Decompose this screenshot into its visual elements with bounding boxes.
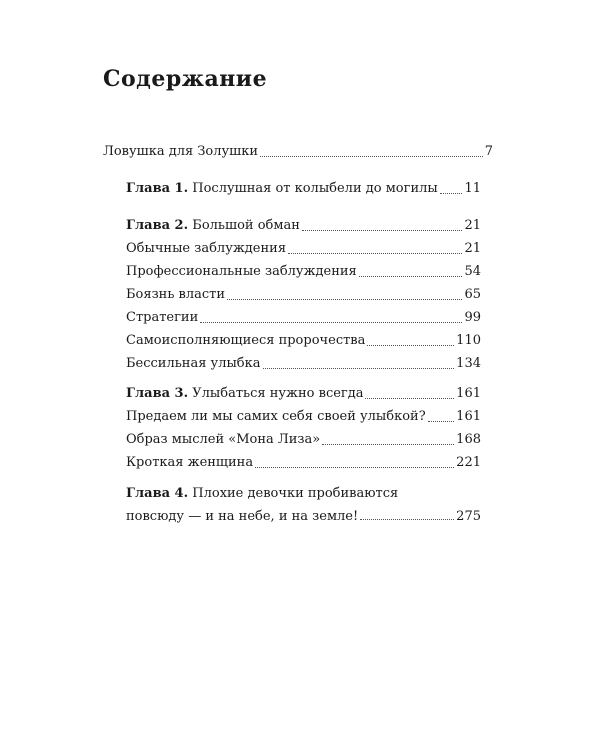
dot-leader [302, 229, 463, 231]
toc-label-text: Боязнь власти [126, 287, 226, 302]
toc-label: Ловушка для Золушки [103, 144, 259, 159]
chapter-prefix: Глава 2. [126, 218, 189, 233]
toc-entry-chapter[interactable] [126, 217, 481, 235]
toc-page: 221 [456, 455, 481, 470]
toc-page: 54 [464, 264, 481, 279]
toc-page: 11 [464, 181, 481, 196]
toc-page: 134 [456, 356, 481, 371]
toc-entry-chapter-4[interactable] [126, 482, 481, 528]
toc-label-text: Самоисполняющиеся пророчества [126, 333, 366, 348]
toc-label [126, 431, 320, 449]
toc-label [126, 454, 253, 472]
toc-label-text: Большой обман [192, 218, 300, 233]
toc-page: 161 [456, 409, 481, 424]
toc-label-text: Кроткая женщина [126, 455, 254, 470]
toc-page: 168 [456, 432, 481, 447]
dot-leader [288, 252, 462, 254]
toc-entry-intro[interactable] [103, 143, 493, 161]
toc-label-line1: Плохие девочки пробиваются [192, 486, 399, 501]
dot-leader [428, 420, 454, 422]
toc-label-text: Профессиональные заблуждения [126, 264, 357, 279]
dot-leader [322, 443, 454, 445]
toc-label [126, 217, 300, 235]
dot-leader [200, 321, 462, 323]
toc-page: 7 [484, 144, 493, 159]
toc-entry[interactable] [126, 309, 481, 327]
toc-label [126, 180, 438, 198]
toc-entry[interactable] [126, 355, 481, 373]
toc-entry-chapter[interactable] [126, 385, 481, 403]
toc-label-text: Обычные заблуждения [126, 241, 287, 256]
toc-label-text: Образ мыслей «Мона Лиза» [126, 432, 321, 447]
toc-label [126, 385, 363, 403]
toc-label [126, 355, 261, 373]
toc-page: 275 [456, 509, 481, 524]
toc-entry[interactable] [126, 431, 481, 449]
chapter-prefix: Глава 1. [126, 181, 189, 196]
toc-entry[interactable] [126, 240, 481, 258]
chapter-prefix: Глава 4. [126, 486, 189, 501]
dot-leader [255, 466, 454, 468]
dot-leader [367, 344, 454, 346]
toc-entry[interactable] [126, 408, 481, 426]
toc-label-text: Бессильная улыбка [126, 356, 261, 371]
toc-label [126, 263, 357, 281]
toc-entry[interactable] [126, 332, 481, 350]
toc-entry[interactable] [126, 263, 481, 281]
chapter-prefix: Глава 3. [126, 386, 189, 401]
dot-leader [440, 192, 463, 194]
toc-page: 21 [464, 241, 481, 256]
toc-page: 99 [464, 310, 481, 325]
toc-page: 110 [456, 333, 481, 348]
dot-leader [260, 155, 483, 157]
toc-page: 21 [464, 218, 481, 233]
dot-leader [365, 397, 454, 399]
toc-label-text: Стратегии [126, 310, 199, 325]
toc-page: 161 [456, 386, 481, 401]
dot-leader [227, 298, 462, 300]
toc-label [126, 309, 198, 327]
toc-label [126, 332, 365, 350]
toc-entry[interactable] [126, 454, 481, 472]
dot-leader [360, 519, 454, 520]
page-title: Содержание [103, 66, 268, 92]
toc-label [126, 286, 225, 304]
toc-label-line2: повсюду — и на небе, и на земле! [126, 509, 359, 524]
toc-label [126, 408, 426, 426]
toc-page: 65 [464, 287, 481, 302]
toc-label-text: Улыбаться нужно всегда [192, 386, 364, 401]
dot-leader [359, 275, 463, 277]
dot-leader [263, 367, 455, 369]
toc-label-text: Предаем ли мы самих себя своей улыбкой? [126, 409, 426, 424]
toc-label [126, 240, 286, 258]
toc-entry-chapter[interactable] [126, 180, 481, 198]
toc-label-text: Послушная от колыбели до могилы [192, 181, 438, 196]
toc-entry[interactable] [126, 286, 481, 304]
